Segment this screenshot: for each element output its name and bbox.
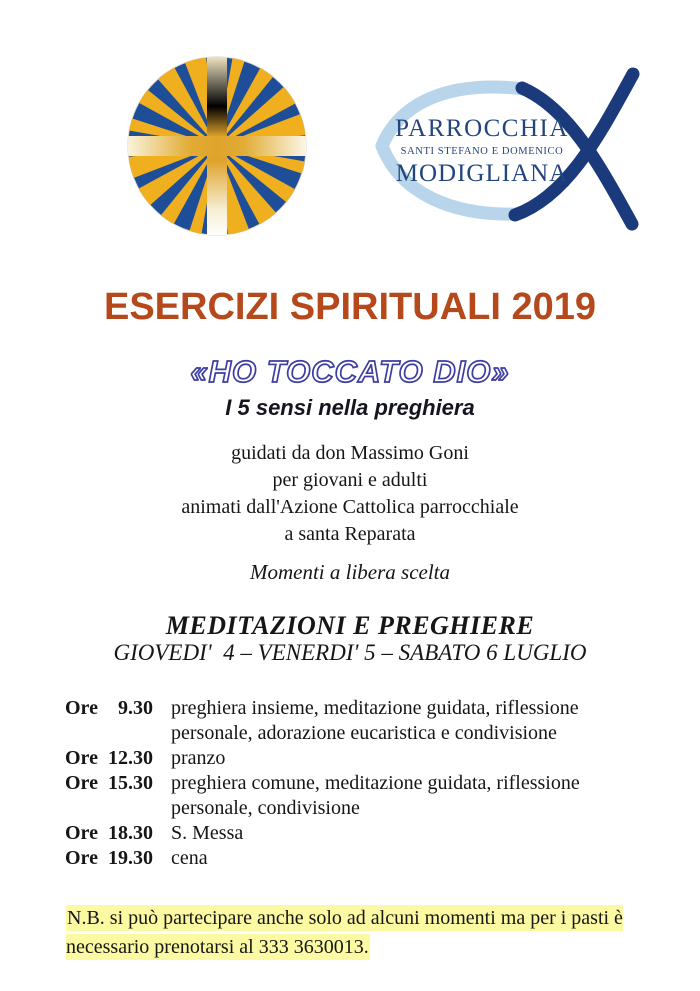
parish-name-line1: PARROCCHIA: [395, 115, 569, 142]
schedule-time-label: [65, 771, 153, 821]
schedule-time-prefix: Ore: [65, 747, 98, 769]
section-dates: GIOVEDI' 4 – VENERDI' 5 – SABATO 6 LUGLIO: [113, 640, 587, 665]
intro-line-2: per giovani e adulti: [272, 469, 428, 491]
parish-name-line3: MODIGLIANA: [395, 160, 569, 187]
schedule-time: 15.30: [108, 772, 153, 794]
schedule-time: 19.30: [108, 847, 153, 869]
tagline: I 5 sensi nella preghiera: [225, 395, 475, 420]
parish-name-line2: SANTI STEFANO E DOMENICO: [400, 146, 564, 157]
schedule-time-prefix: Ore: [65, 822, 98, 844]
intro-line-3: animati dall'Azione Cattolica parrocchiale: [181, 496, 519, 518]
schedule-time: 9.30: [118, 697, 153, 719]
schedule-activity: preghiera comune, meditazione guidata, riflessione personale, condivisione: [171, 772, 580, 819]
section-heading: MEDITAZIONI E PREGHIERE: [165, 611, 535, 640]
azione-cattolica-logo-icon: [126, 55, 308, 237]
schedule-activity: S. Messa: [171, 822, 244, 844]
schedule-list: [65, 696, 646, 871]
schedule-row: [65, 771, 646, 821]
schedule-activity: cena: [171, 847, 208, 869]
schedule-row: [65, 821, 646, 846]
schedule-activity: preghiera insieme, meditazione guidata, riflessione personale, adorazione eucaristica e condivisione: [171, 697, 579, 744]
intro-block: [0, 440, 700, 548]
schedule-time-label: [65, 746, 153, 771]
schedule-row: [65, 746, 646, 771]
schedule-time-label: [65, 821, 153, 846]
schedule-row: [65, 846, 646, 871]
schedule-time-label: [65, 696, 153, 746]
notice-highlighted-text: N.B. si può partecipare anche solo ad alcuni momenti ma per i pasti è necessario prenotarsi al 333 3630013.: [66, 907, 623, 958]
schedule-time-prefix: Ore: [65, 772, 98, 794]
page-title: ESERCIZI SPIRITUALI 2019: [103, 286, 596, 328]
schedule-time: 18.30: [108, 822, 153, 844]
schedule-time-label: [65, 846, 153, 871]
intro-line-4: a santa Reparata: [284, 523, 416, 545]
schedule-time-prefix: Ore: [65, 847, 98, 869]
free-choice-note: Momenti a libera scelta: [249, 560, 451, 584]
subtitle-outline-text: «HO TOCCATO DIO»: [190, 354, 510, 389]
schedule-row: [65, 696, 646, 746]
schedule-activity: pranzo: [171, 747, 226, 769]
schedule-time-prefix: Ore: [65, 697, 98, 719]
schedule-time: 12.30: [108, 747, 153, 769]
parish-fish-logo-icon: [372, 58, 664, 236]
intro-line-1: guidati da don Massimo Goni: [231, 442, 469, 464]
notice-paragraph: [66, 904, 658, 962]
logo-row: [0, 0, 700, 237]
